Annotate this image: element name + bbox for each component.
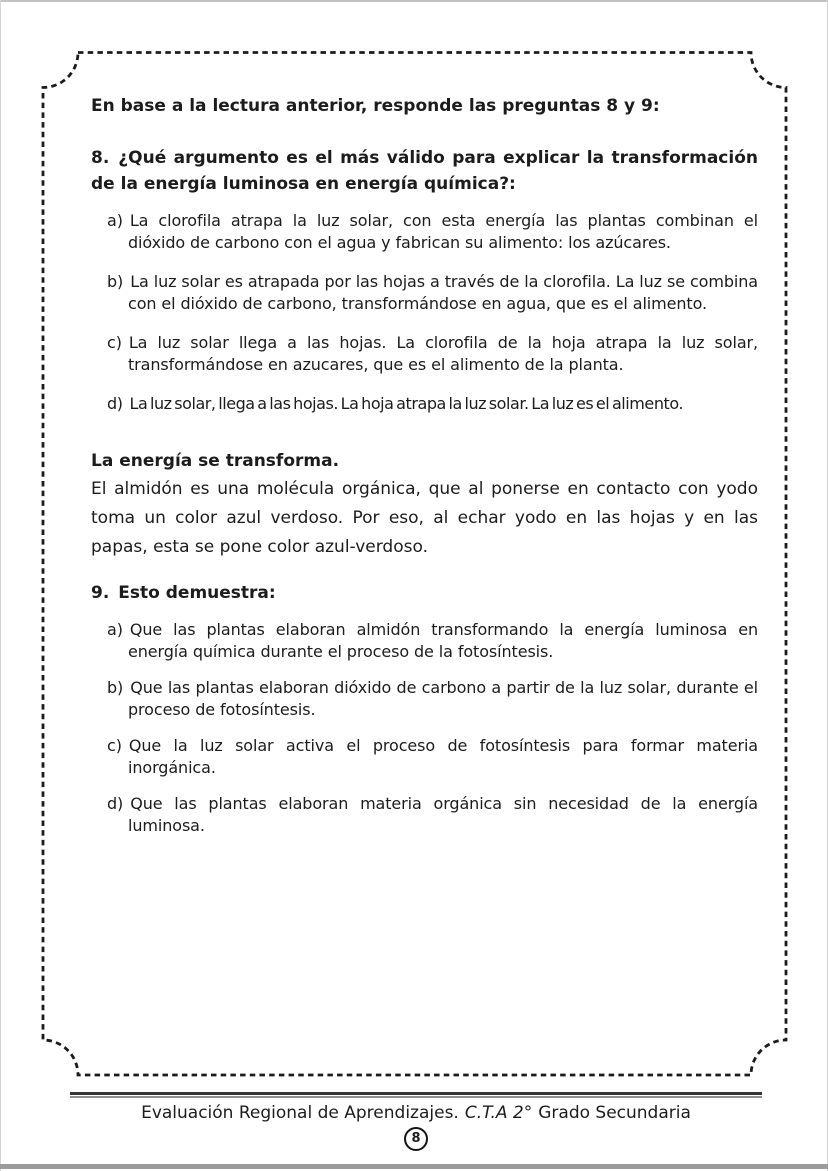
footer-course-label: C.T.A 2° [464,1103,533,1123]
question-8-option-c [91,332,758,376]
option-label: a) [107,620,123,639]
option-label: d) [107,394,123,413]
option-label: d) [107,794,124,813]
question-8-options [91,210,758,415]
question-9-option-d [91,793,758,837]
worksheet-content [91,94,758,851]
footer-text-right: Grado Secundaria [538,1103,691,1123]
page-number: 8 [411,1131,421,1146]
option-text: Que la luz solar activa el proceso de fotosíntesis para formar materia inorgánica. [128,736,758,777]
option-label: c) [107,736,122,755]
option-label: a) [107,211,123,230]
page-footer [70,1092,762,1151]
option-label: b) [107,272,124,291]
footer-rule [70,1092,762,1098]
question-9-option-b [91,677,758,721]
question-9-text: Esto demuestra: [118,583,276,603]
option-text: La luz solar es atrapada por las hojas a través de la clorofila. La luz se combina con el dióxido de carbono, transformándose en agua, que es el alimento. [128,272,758,313]
page-number-badge [404,1127,428,1151]
option-text: La luz solar, llega a las hojas. La hoja atrapa la luz solar. La luz es el alimento. [129,394,684,413]
question-9-option-a [91,619,758,663]
option-text: Que las plantas elaboran dióxido de carbono a partir de la luz solar, durante el proceso de fotosíntesis. [128,678,758,719]
option-label: c) [107,333,122,352]
option-text: Que las plantas elaboran almidón transformando la energía luminosa en energía química durante el proceso de la fotosíntesis. [128,620,758,661]
question-9-heading [91,580,758,606]
question-9-option-c [91,735,758,779]
question-9-number: 9. [91,583,110,603]
footer-text-left: Evaluación Regional de Aprendizajes. [141,1103,459,1123]
question-8-number: 8. [91,148,110,168]
question-8-option-d [91,393,758,415]
reading-title: La energía se transforma. [91,451,340,471]
question-8-option-a [91,210,758,254]
question-8-heading [91,145,758,197]
question-8-text: ¿Qué argumento es el más válido para explicar la transformación de la energía luminosa en energía química?: [91,148,758,194]
option-label: b) [107,678,124,697]
option-text: Que las plantas elaboran materia orgánica sin necesidad de la energía luminosa. [128,794,758,835]
reading-paragraph: El almidón es una molécula orgánica, que al ponerse en contacto con yodo toma un color azul verdoso. Por eso, al echar yodo en las hojas y en las papas, esta se pone color azul-verdoso. [91,479,758,557]
option-text: La clorofila atrapa la luz solar, con esta energía las plantas combinan el dióxido de carbono con el agua y fabrican su alimento: los azúcares. [128,211,758,252]
footer-text [70,1102,762,1124]
instruction-text: En base a la lectura anterior, responde las preguntas 8 y 9: [91,96,660,116]
question-8-option-b [91,271,758,315]
option-text: La luz solar llega a las hojas. La clorofila de la hoja atrapa la luz solar, transformándose en azucares, que es el alimento de la planta. [128,333,758,374]
question-9-options [91,619,758,837]
